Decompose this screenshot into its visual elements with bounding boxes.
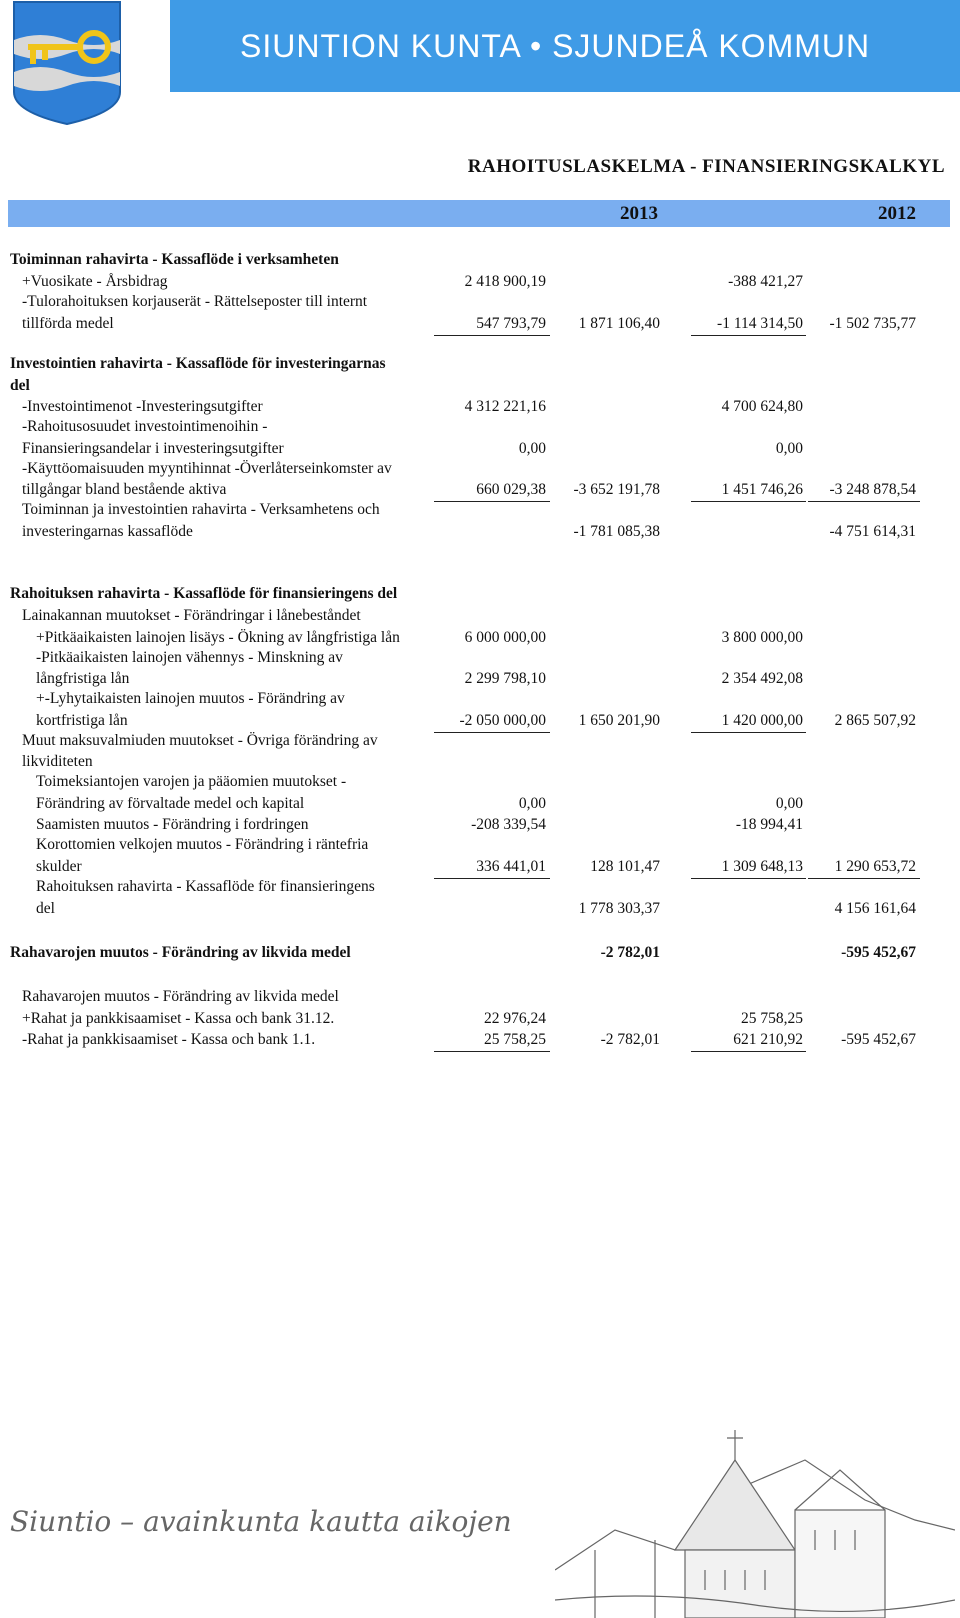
table-row — [0, 251, 960, 273]
row-value-c1: 6 000 000,00 — [464, 629, 546, 646]
table-row — [0, 858, 960, 880]
row-label: -Pitkäaikaisten lainojen vähennys - Minskning av — [36, 649, 343, 666]
year-2012-header: 2012 — [878, 203, 916, 224]
row-value-c2: 1 778 303,37 — [578, 900, 660, 917]
table-row — [0, 523, 960, 545]
row-label: tillförda medel — [22, 315, 114, 332]
municipal-crest-logo — [12, 0, 122, 128]
row-value-c1: 22 976,24 — [484, 1010, 546, 1027]
table-row — [0, 273, 960, 295]
row-value-c2: 1 650 201,90 — [578, 712, 660, 729]
row-value-c3: 621 210,92 — [733, 1031, 803, 1048]
row-value-c4: -3 248 878,54 — [829, 481, 916, 498]
row-label: Investointien rahavirta - Kassaflöde för investeringarnas — [10, 355, 386, 372]
row-label: +Pitkäaikaisten lainojen lisäys - Ökning av långfristiga lån — [36, 629, 400, 646]
table-row — [0, 481, 960, 503]
row-value-c1: -208 339,54 — [471, 816, 546, 833]
row-value-c4: 2 865 507,92 — [834, 712, 916, 729]
row-label: -Rahoitusosuudet investointimenoihin - — [22, 418, 268, 435]
row-value-c2: -3 652 191,78 — [573, 481, 660, 498]
row-value-c1: 4 312 221,16 — [464, 398, 546, 415]
row-value-c3: 0,00 — [775, 795, 803, 812]
table-row — [0, 355, 960, 377]
table-row — [0, 816, 960, 838]
table-row — [0, 1010, 960, 1032]
row-value-c3: 4 700 624,80 — [721, 398, 803, 415]
row-value-c3: 2 354 492,08 — [721, 670, 803, 687]
row-label: Muut maksuvalmiuden muutokset - Övriga förändring av — [22, 732, 378, 749]
row-value-c2: -2 782,01 — [600, 1031, 660, 1048]
row-label: skulder — [36, 858, 82, 875]
row-value-c1: -2 050 000,00 — [459, 712, 546, 729]
row-label: -Käyttöomaisuuden myyntihinnat -Överlåterseinkomster av — [22, 460, 392, 477]
row-value-c4: -595 452,67 — [841, 944, 916, 961]
table-row — [0, 773, 960, 795]
table-row — [0, 629, 960, 651]
table-row — [0, 988, 960, 1010]
table-row — [0, 753, 960, 775]
row-value-c1: 25 758,25 — [484, 1031, 546, 1048]
row-label: långfristiga lån — [36, 670, 130, 687]
row-label: del — [10, 377, 30, 394]
row-value-c4: 1 290 653,72 — [834, 858, 916, 875]
table-row — [0, 460, 960, 482]
row-label: Rahavarojen muutos - Förändring av likvida medel — [10, 944, 351, 961]
row-label: Toiminnan ja investointien rahavirta - Verksamhetens och — [22, 501, 380, 518]
row-label: Toimeksiantojen varojen ja pääomien muutokset - — [36, 773, 347, 790]
row-value-c3: 1 451 746,26 — [721, 481, 803, 498]
row-label: Rahoituksen rahavirta - Kassaflöde för finansieringens del — [10, 585, 398, 602]
row-value-c2: 1 871 106,40 — [578, 315, 660, 332]
table-row — [0, 607, 960, 629]
row-value-c3: -1 114 314,50 — [717, 315, 803, 332]
table-row — [0, 398, 960, 420]
row-value-c4: -1 502 735,77 — [829, 315, 916, 332]
row-value-c3: -18 994,41 — [735, 816, 803, 833]
row-value-c1: 336 441,01 — [476, 858, 546, 875]
table-row — [0, 878, 960, 900]
row-label: Förändring av förvaltade medel och kapital — [36, 795, 305, 812]
row-value-c3: 1 309 648,13 — [721, 858, 803, 875]
row-label: Saamisten muutos - Förändring i fordringen — [36, 816, 309, 833]
row-label: Rahoituksen rahavirta - Kassaflöde för finansieringens — [36, 878, 375, 895]
table-row — [0, 1031, 960, 1053]
table-row — [0, 649, 960, 671]
row-label: Rahavarojen muutos - Förändring av likvida medel — [22, 988, 339, 1005]
table-row — [0, 836, 960, 858]
document-title: RAHOITUSLASKELMA - FINANSIERINGSKALKYL — [467, 156, 945, 177]
church-sketch-illustration — [555, 1400, 955, 1618]
subtotal-underline — [434, 1051, 550, 1052]
table-row — [0, 293, 960, 315]
row-value-c4: -595 452,67 — [841, 1031, 916, 1048]
row-value-c2: -2 782,01 — [600, 944, 660, 961]
table-row — [0, 585, 960, 607]
subtotal-underline — [691, 1051, 806, 1052]
table-row — [0, 900, 960, 922]
row-label: kortfristiga lån — [36, 712, 128, 729]
row-label: tillgångar bland bestående aktiva — [22, 481, 227, 498]
row-value-c1: 2 418 900,19 — [464, 273, 546, 290]
table-row — [0, 315, 960, 337]
banner-title: SIUNTION KUNTA • SJUNDEÅ KOMMUN — [240, 28, 871, 64]
row-label: investeringarnas kassaflöde — [22, 523, 193, 540]
row-value-c2: 128 101,47 — [590, 858, 660, 875]
table-row — [0, 440, 960, 462]
row-value-c1: 0,00 — [518, 440, 546, 457]
row-value-c1: 660 029,38 — [476, 481, 546, 498]
row-label: -Rahat ja pankkisaamiset - Kassa och bank 1.1. — [22, 1031, 316, 1048]
table-row — [0, 377, 960, 399]
handwritten-slogan — [8, 1495, 528, 1555]
row-label: +Rahat ja pankkisaamiset - Kassa och bank 31.12. — [22, 1010, 335, 1027]
row-value-c3: -388 421,27 — [728, 273, 803, 290]
row-label: Lainakannan muutokset - Förändringar i lånebeståndet — [22, 607, 361, 624]
table-row — [0, 690, 960, 712]
row-value-c1: 0,00 — [518, 795, 546, 812]
table-row — [0, 670, 960, 692]
row-label: -Investointimenot -Investeringsutgifter — [22, 398, 263, 415]
table-row — [0, 795, 960, 817]
row-value-c3: 25 758,25 — [741, 1010, 803, 1027]
row-value-c2: -1 781 085,38 — [573, 523, 660, 540]
row-label: +Vuosikate - Årsbidrag — [22, 273, 168, 290]
row-label: Finansieringsandelar i investeringsutgifter — [22, 440, 284, 457]
table-row — [0, 732, 960, 754]
row-label: -Tulorahoituksen korjauserät - Rättelseposter till internt — [22, 293, 368, 310]
svg-text:Siuntio – avainkunta kautta ai: Siuntio – avainkunta kautta aikojen — [10, 1505, 512, 1538]
row-value-c4: -4 751 614,31 — [829, 523, 916, 540]
row-label: del — [36, 900, 55, 917]
row-label: Toiminnan rahavirta - Kassaflöde i verksamheten — [10, 251, 339, 268]
year-header-bar — [8, 200, 950, 227]
row-value-c4: 4 156 161,64 — [834, 900, 916, 917]
row-value-c1: 547 793,79 — [476, 315, 546, 332]
row-label: likviditeten — [22, 753, 93, 770]
row-value-c3: 1 420 000,00 — [721, 712, 803, 729]
subtotal-underline — [434, 335, 550, 336]
table-row — [0, 418, 960, 440]
row-label: +-Lyhytaikaisten lainojen muutos - Förändring av — [36, 690, 345, 707]
table-row — [0, 501, 960, 523]
row-label: Korottomien velkojen muutos - Förändring i räntefria — [36, 836, 369, 853]
row-value-c1: 2 299 798,10 — [464, 670, 546, 687]
table-row — [0, 944, 960, 966]
year-2013-header: 2013 — [620, 203, 658, 224]
table-row — [0, 712, 960, 734]
row-value-c3: 0,00 — [775, 440, 803, 457]
row-value-c3: 3 800 000,00 — [721, 629, 803, 646]
subtotal-underline — [691, 335, 806, 336]
